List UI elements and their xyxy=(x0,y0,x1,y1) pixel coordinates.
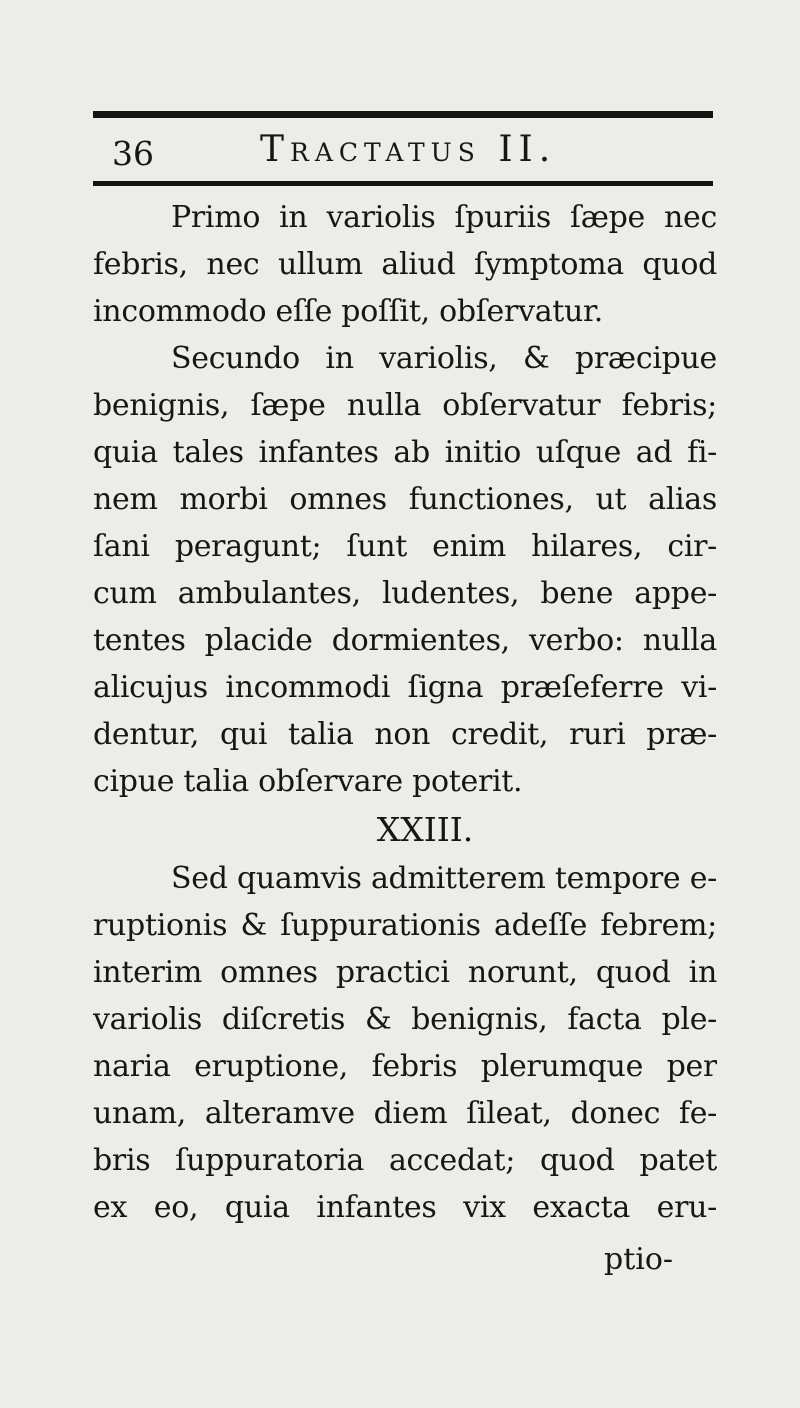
text-line: benignis, ſæpe nulla obſervatur febris; xyxy=(93,388,717,423)
text-line: cipue talia obſervare poterit. xyxy=(93,764,523,799)
text-line: tentes placide dormientes, verbo: nulla xyxy=(93,623,717,658)
text-line: unam, alteramve diem ſileat, donec fe- xyxy=(93,1096,717,1131)
text-line: ſani peragunt; ſunt enim hilares, cir- xyxy=(93,529,717,564)
text-line: dentur, qui talia non credit, ruri præ- xyxy=(93,717,717,752)
catchword: ptio- xyxy=(604,1242,674,1277)
text-line: cum ambulantes, ludentes, bene appe- xyxy=(93,576,717,611)
page-number: 36 xyxy=(112,134,154,173)
paragraph-2 xyxy=(93,335,717,805)
section-heading: XXIII. xyxy=(376,810,474,849)
paragraph-3 xyxy=(93,855,717,1231)
text-line: ruptionis & ſuppurationis adeſſe febrem; xyxy=(93,908,717,943)
text-line: alicujus incommodi ſigna præſeferre vi- xyxy=(93,670,717,705)
text-line: bris ſuppuratoria accedat; quod patet xyxy=(93,1143,717,1178)
header-rule-top xyxy=(93,111,713,118)
text-line: Secundo in variolis, & præcipue xyxy=(171,341,717,376)
running-head xyxy=(112,128,712,178)
text-line: Sed quamvis admitterem tempore e- xyxy=(171,861,717,896)
text-line: Primo in variolis ſpuriis ſæpe nec xyxy=(171,200,717,235)
text-line: incommodo eſſe poſſit, obſervatur. xyxy=(93,294,604,329)
body-text xyxy=(93,194,717,1231)
running-title: Tractatus II. xyxy=(260,129,557,170)
header-rule-bottom xyxy=(93,181,713,186)
text-line: nem morbi omnes functiones, ut alias xyxy=(93,482,717,517)
text-line: febris, nec ullum aliud ſymptoma quod xyxy=(93,247,717,282)
text-line: naria eruptione, febris plerumque per xyxy=(93,1049,717,1084)
paragraph-1 xyxy=(93,194,717,335)
text-line: quia tales infantes ab initio uſque ad fi- xyxy=(93,435,717,470)
text-line: ex eo, quia infantes vix exacta eru- xyxy=(93,1190,717,1225)
text-line: interim omnes practici norunt, quod in xyxy=(93,955,717,990)
text-line: variolis diſcretis & benignis, facta ple- xyxy=(93,1002,717,1037)
